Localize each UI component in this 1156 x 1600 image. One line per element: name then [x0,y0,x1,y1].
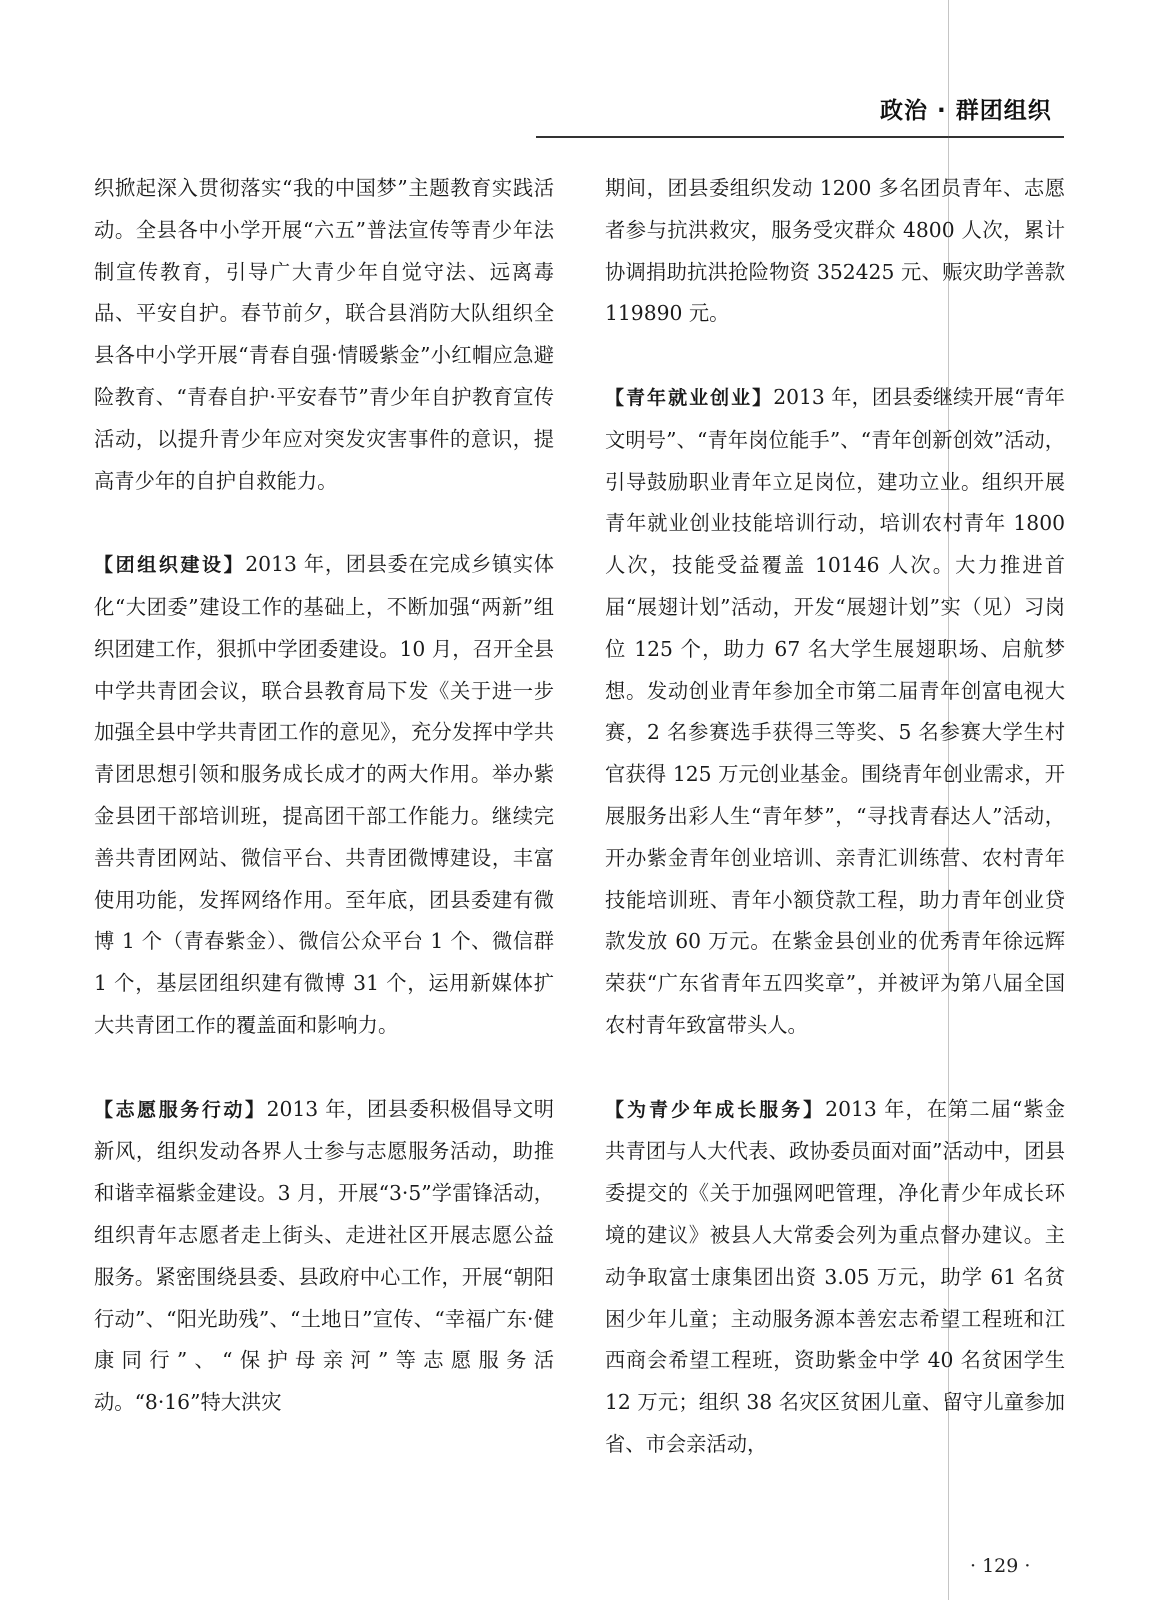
section-youth-employment [605,377,1065,1047]
section-body: 2013 年，在第二届“紫金共青团与人大代表、政协委员面对面”活动中，团县委提交的《关于加强网吧管理，净化青少年成长环境的建议》被县人大常委会列为重点督办建议。主动争取富士康集团出资 3.05 万元，助学 61 名贫困少年儿童；主动服务源本善宏志希望工程班和江西商会希望工程班，资助紫金中学 40 名贫困学生 12 万元；组织 38 名灾区贫困儿童、留守儿童参加省、市会亲活动， [605,1096,1065,1456]
section-title: 【团组织建设】 [94,554,246,577]
page-header-title: 政治 · 群团组织 [880,98,1052,124]
section-body: 2013 年，团县委积极倡导文明新风，组织发动各界人士参与志愿服务活动，助推和谐幸福紫金建设。3 月，开展“3·5”学雷锋活动，组织青年志愿者走上街头、走进社区开展志愿公益服务。紧密围绕县委、县政府中心工作，开展“朝阳行动”、“阳光助残”、“土地日”宣传、“幸福广东·健康同行”、“保护母亲河”等志愿服务活动。“8·16”特大洪灾 [94,1096,554,1415]
section-body: 2013 年，团县委继续开展“青年文明号”、“青年岗位能手”、“青年创新创效”活动，引导鼓励职业青年立足岗位，建功立业。组织开展青年就业创业技能培训行动，培训农村青年 1800 人次，技能受益覆盖 10146 人次。大力推进首届“展翅计划”活动，开发“展翅计划”实（见）习岗位 125 个，助力 67 名大学生展翅职场、启航梦想。发动创业青年参加全市第二届青年创富电视大赛，2 名参赛选手获得三等奖、5 名参赛大学生村官获得 125 万元创业基金。围绕青年创业需求，开展服务出彩人生“青年梦”，“寻找青春达人”活动，开办紫金青年创业培训、亲青汇训练营、农村青年技能培训班、青年小额贷款工程，助力青年创业贷款发放 60 万元。在紫金县创业的优秀青年徐远辉荣获“广东省青年五四奖章”，并被评为第八届全国农村青年致富带头人。 [605,384,1065,1037]
section-volunteer-service [94,1089,554,1424]
section-title: 【志愿服务行动】 [94,1098,267,1121]
header-rule [536,136,1064,138]
section-title: 【青年就业创业】 [605,386,774,409]
section-title: 【为青少年成长服务】 [605,1098,826,1121]
section-body: 2013 年，团县委在完成乡镇实体化“大团委”建设工作的基础上，不断加强“两新”组织团建工作，狠抓中学团委建设。10 月，召开全县中学共青团会议，联合县教育局下发《关于进一步加强全县中学共青团工作的意见》，充分发挥中学共青团思想引领和服务成长成才的两大作用。举办紫金县团干部培训班，提高团干部工作能力。继续完善共青团网站、微信平台、共青团微博建设，丰富使用功能，发挥网络作用。至年底，团县委建有微博 1 个（青春紫金）、微信公众平台 1 个、微信群 1 个，基层团组织建有微博 31 个，运用新媒体扩大共青团工作的覆盖面和影响力。 [94,552,554,1037]
section-team-organization [94,544,554,1047]
right-column [605,168,1065,1466]
right-intro-paragraph: 期间，团县委组织发动 1200 多名团员青年、志愿者参与抗洪救灾，服务受灾群众 4800 人次，累计协调捐助抗洪抢险物资 352425 元、赈灾助学善款 119890 元。 [605,176,1065,326]
page-number: · 129 · [970,1555,1031,1577]
left-intro-paragraph: 织掀起深入贯彻落实“我的中国梦”主题教育实践活动。全县各中小学开展“六五”普法宣传等青少年法制宣传教育，引导广大青少年自觉守法、远离毒品、平安自护。春节前夕，联合县消防大队组织全县各中小学开展“青春自强·情暖紫金”小红帽应急避险教育、“青春自护·平安春节”青少年自护教育宣传活动，以提升青少年应对突发灾害事件的意识，提高青少年的自护自救能力。 [94,176,554,493]
section-youth-growth-service [605,1089,1065,1466]
left-column [94,168,554,1424]
